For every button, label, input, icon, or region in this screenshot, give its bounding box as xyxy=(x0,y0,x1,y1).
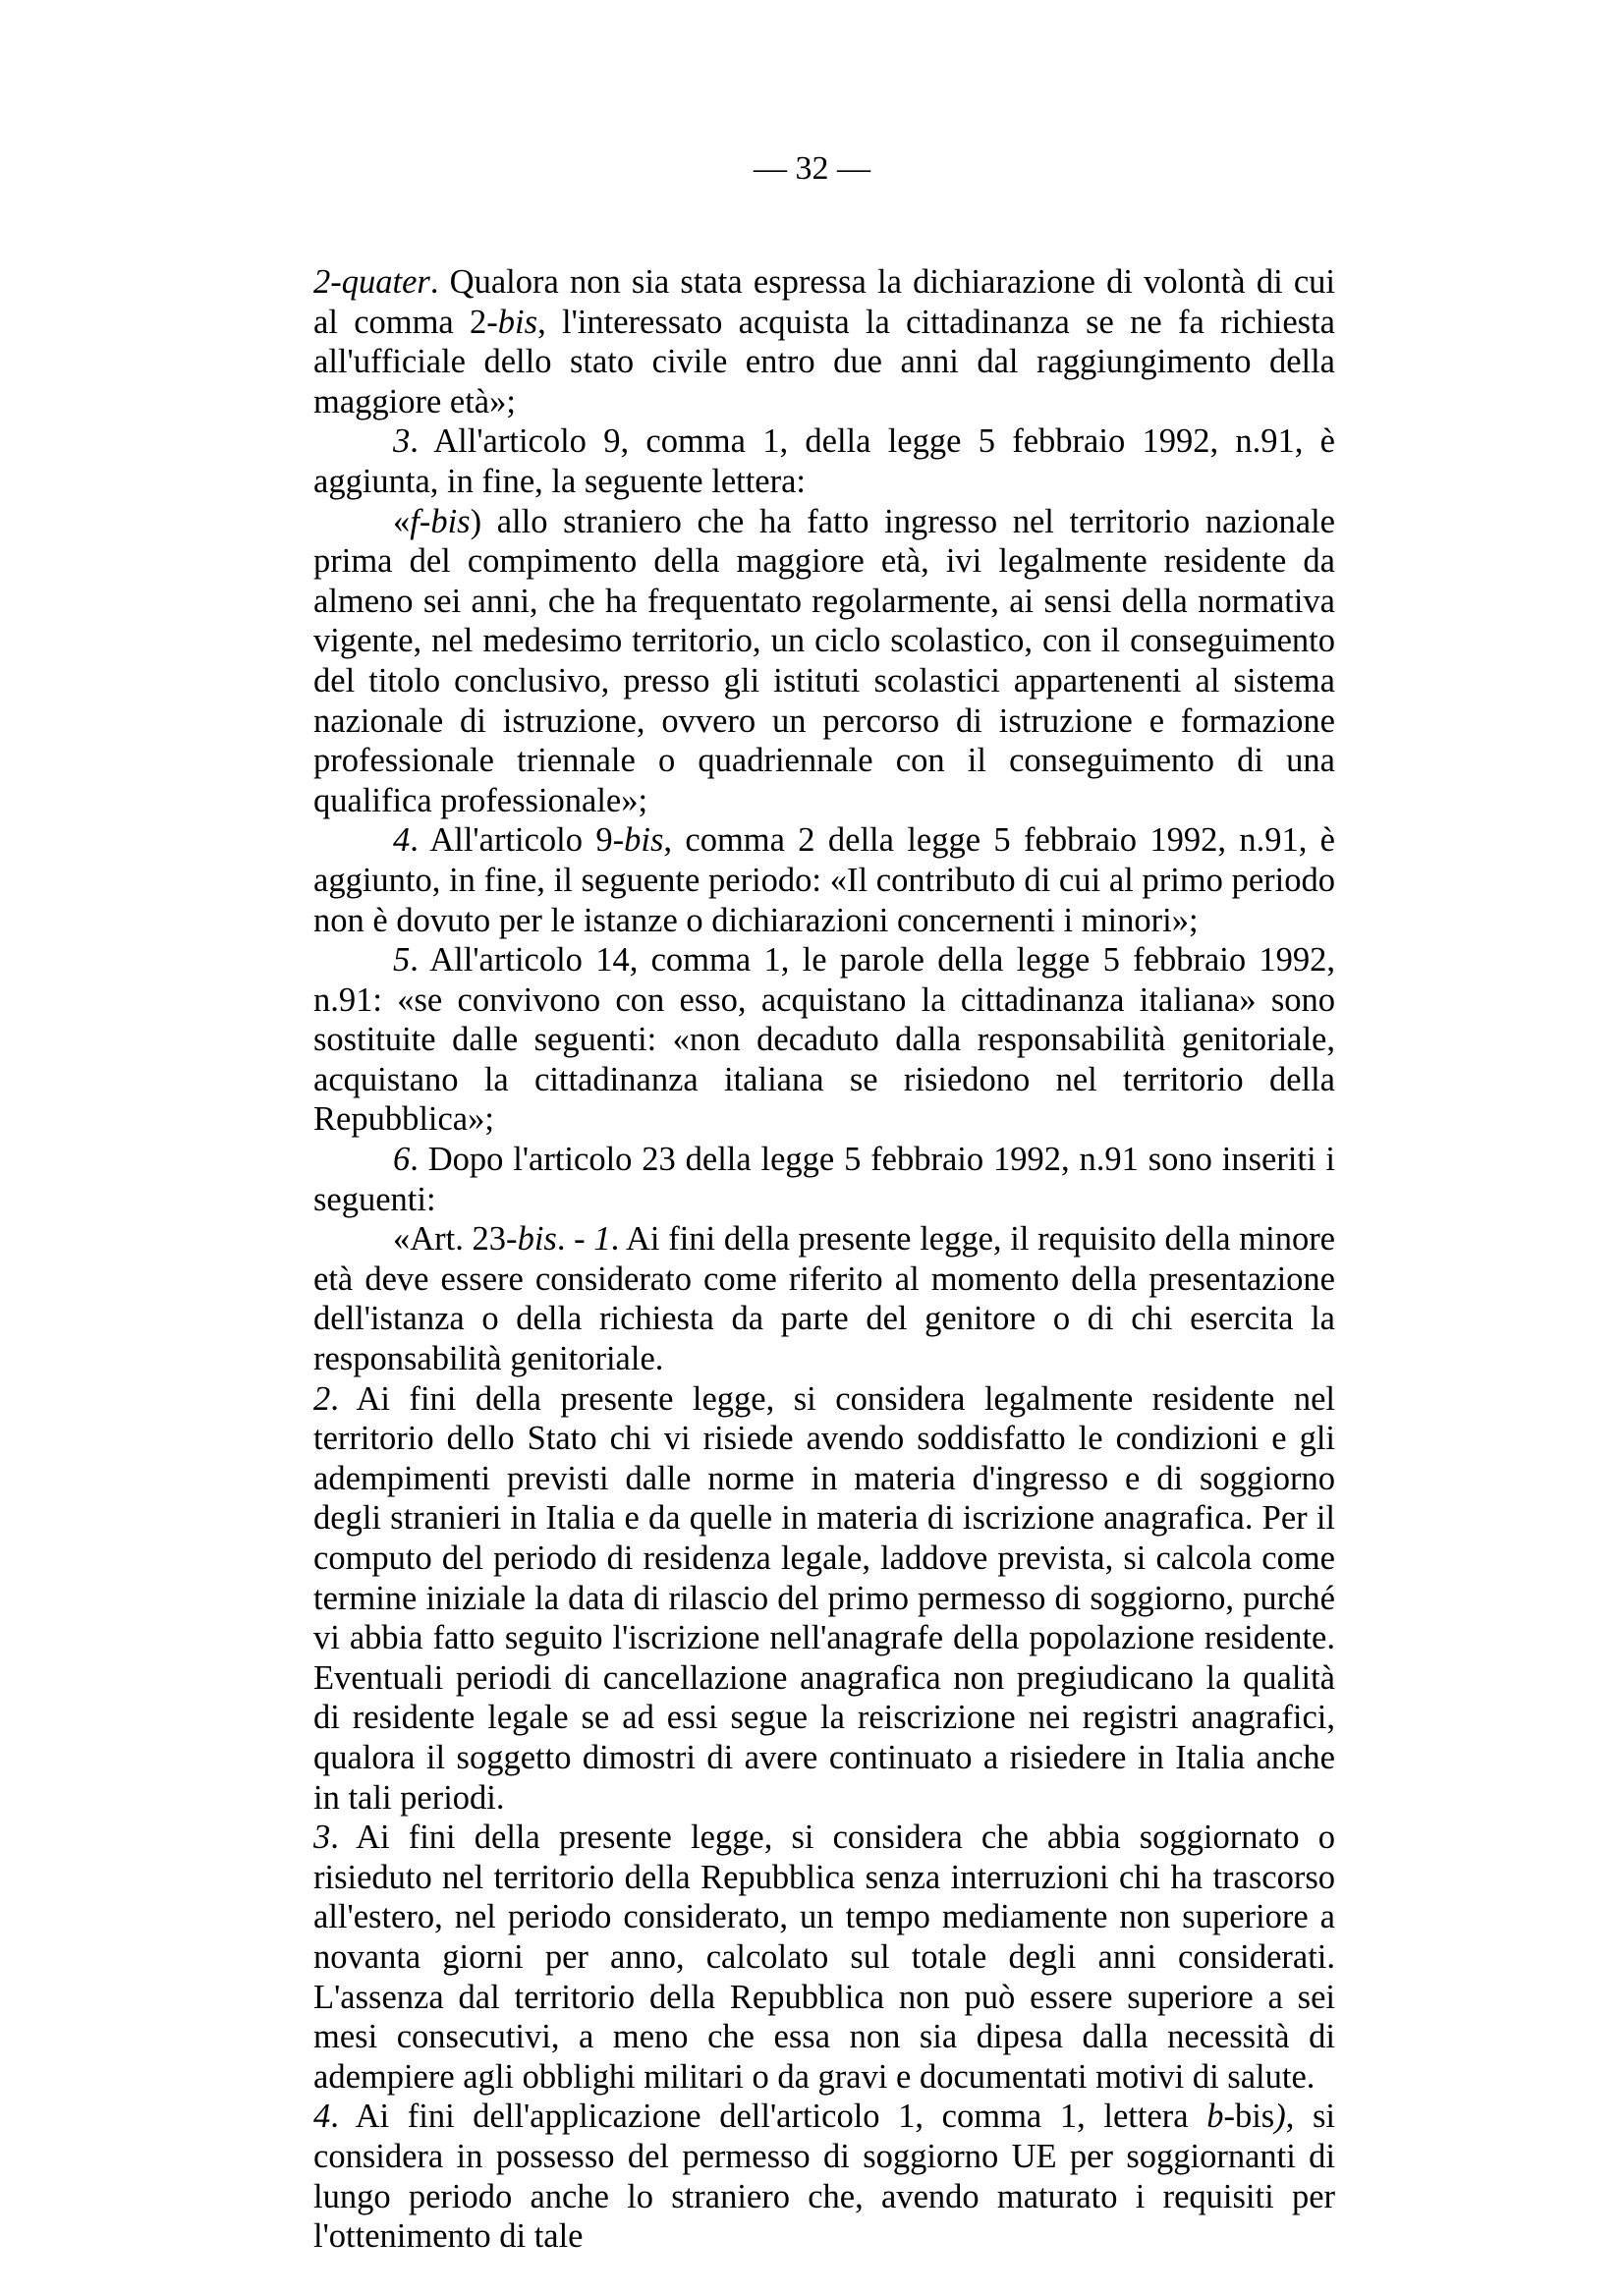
text-run: , si considera in possesso del permesso di soggiorno UE per soggiornanti di lungo periodo anche lo straniero che, avendo maturato i requisiti per l'ottenimento di tale xyxy=(313,2098,1335,2256)
paragraph xyxy=(313,421,1335,501)
text-run: -bis xyxy=(1223,2098,1275,2136)
text-run: . All'articolo 14, comma 1, le parole della legge 5 febbraio 1992, n.91: «se convivono con esso, acquistano la cittadinanza italiana» sono sostituite dalle seguenti: «non decaduto dalla responsabilità genitoriale, acquistano la cittadinanza italiana se risiedono nel territorio della Repubblica»; xyxy=(313,941,1335,1139)
paragraph xyxy=(313,1219,1335,1378)
body-text xyxy=(313,262,1335,2257)
italic-text-run: 2-quater xyxy=(313,263,430,301)
page-number: — 32 — xyxy=(754,150,870,187)
italic-text-run: 6 xyxy=(393,1141,411,1179)
text-run: . - xyxy=(556,1220,594,1259)
italic-text-run: bis xyxy=(497,303,538,341)
text-run: . All'articolo 9, comma 1, della legge 5 febbraio 1992, n.91, è aggiunta, in fine, la seguente lettera: xyxy=(313,422,1335,500)
italic-text-run: bis xyxy=(517,1220,557,1259)
italic-text-run: ) xyxy=(1274,2098,1286,2136)
paragraph xyxy=(313,262,1335,421)
italic-text-run: 2 xyxy=(313,1379,331,1418)
paragraph xyxy=(313,940,1335,1140)
italic-text-run: f-bis xyxy=(410,502,471,540)
paragraph xyxy=(313,1379,1335,1819)
text-run: «Art. 23- xyxy=(393,1220,518,1259)
paragraph xyxy=(313,502,1335,821)
italic-text-run: 3 xyxy=(313,1819,331,1857)
text-run: . Qualora non sia stata espressa la dichiarazione di volontà di cui al comma 2- xyxy=(313,263,1335,341)
italic-text-run: 4 xyxy=(393,821,411,860)
italic-text-run: b xyxy=(1206,2098,1224,2136)
text-run: . Ai fini della presente legge, il requisito della minore età deve essere considerato come riferito al momento della presentazione dell'istanza o della richiesta da parte del genitore o di chi esercita la responsabilità genitoriale. xyxy=(313,1220,1335,1378)
italic-text-run: 5 xyxy=(393,941,411,980)
italic-text-run: 1 xyxy=(593,1220,611,1259)
text-run: « xyxy=(393,502,411,540)
text-run: , l'interessato acquista la cittadinanza se ne fa richiesta all'ufficiale dello stato civile entro due anni dal raggiungimento della maggiore età»; xyxy=(313,303,1335,420)
paragraph xyxy=(313,2097,1335,2256)
text-run: . Ai fini della presente legge, si considera che abbia soggiornato o risieduto nel territorio della Repubblica senza interruzioni chi ha trascorso all'estero, nel periodo considerato, un tempo mediamente non superiore a novanta giorni per anno, calcolato sul totale degli anni considerati. L'assenza dal territorio della Repubblica non può essere superiore a sei mesi consecutivi, a meno che essa non sia dipesa dalla necessità di adempiere agli obblighi militari o da gravi e documentati motivi di salute. xyxy=(313,1819,1335,2096)
paragraph xyxy=(313,1818,1335,2097)
text-run: . Dopo l'articolo 23 della legge 5 febbraio 1992, n.91 sono inseriti i seguenti: xyxy=(313,1141,1335,1218)
italic-text-run: 4 xyxy=(313,2098,331,2136)
text-run: . Ai fini della presente legge, si considera legalmente residente nel territorio dello Stato chi vi risiede avendo soddisfatto le condizioni e gli adempimenti previsti dalle norme in materia d'ingresso e di soggiorno degli stranieri in Italia e da quelle in materia di iscrizione anagrafica. Per il computo del periodo di residenza legale, laddove prevista, si calcola come termine iniziale la data di rilascio del primo permesso di soggiorno, purché vi abbia fatto seguito l'iscrizione nell'anagrafe della popolazione residente. Eventuali periodi di cancellazione anagrafica non pregiudicano la qualità di residente legale se ad essi segue la reiscrizione nei registri anagrafici, qualora il soggetto dimostri di avere continuato a risiedere in Italia anche in tali periodi. xyxy=(313,1379,1335,1817)
italic-text-run: 3 xyxy=(393,422,411,461)
text-run: ) allo straniero che ha fatto ingresso nel territorio nazionale prima del compimento della maggiore età, ivi legalmente residente da almeno sei anni, che ha frequentato regolarmente, ai sensi della normativa vigente, nel medesimo territorio, un ciclo scolastico, con il conseguimento del titolo conclusivo, presso gli istituti scolastici appartenenti al sistema nazionale di istruzione, ovvero un percorso di istruzione e formazione professionale triennale o quadriennale con il conseguimento di una qualifica professionale»; xyxy=(313,502,1335,819)
italic-text-run: bis xyxy=(624,821,664,860)
paragraph xyxy=(313,1140,1335,1219)
text-run: , comma 2 della legge 5 febbraio 1992, n.91, è aggiunto, in fine, il seguente periodo: «Il contributo di cui al primo periodo non è dovuto per le istanze o dichiarazioni concernenti i minori»; xyxy=(313,821,1335,939)
text-run: . All'articolo 9- xyxy=(410,821,625,860)
paragraph xyxy=(313,820,1335,940)
text-run: . Ai fini dell'applicazione dell'articolo 1, comma 1, lettera xyxy=(330,2098,1207,2136)
